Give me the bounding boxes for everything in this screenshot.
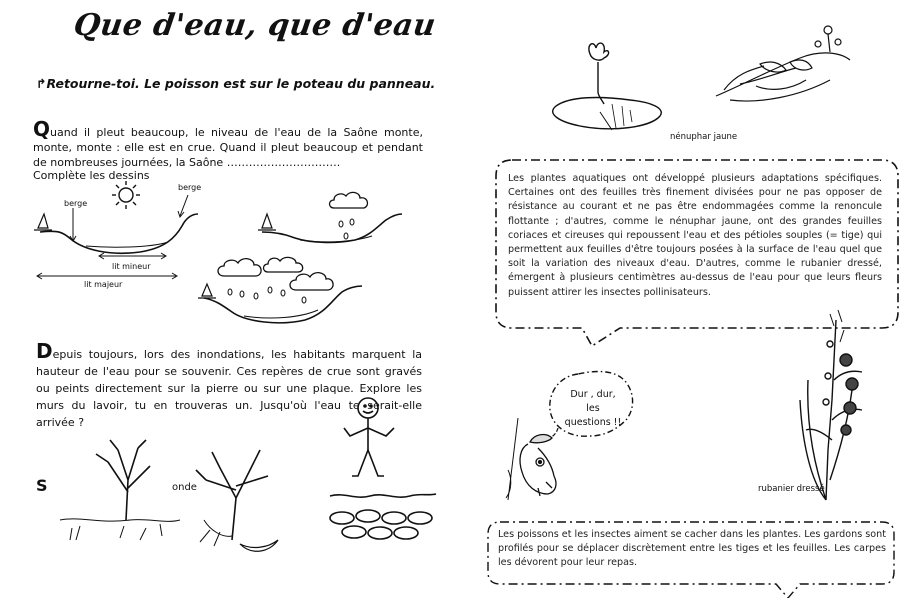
label-lit-mineur: lit mineur: [112, 262, 151, 271]
fish-bubble-line-1: Dur , dur,: [570, 389, 616, 400]
sun-icon: [112, 181, 140, 209]
dropcap-d: D: [36, 339, 53, 363]
fragment-text: onde: [172, 482, 197, 493]
fish-fishing-icon: [506, 418, 556, 500]
label-berge-left: berge: [64, 199, 88, 208]
bubble-plants-text: Les plantes aquatiques ont développé plusieurs adaptations spécifiques. Certaines ont des feuilles très finement divisées pour ne pas opposer de résistance au courant et ne pas être endommagées comme la renoncule flottante ; d'autres, comme le nénuphar jaune, ont des grandes feuilles coriaces et cireuses qui repoussent l'eau et des pétioles souples (= tige) qui permettent aux feuilles d'être toujours posées à la surface de l'eau quel que soit la variation des niveaux d'eau. D'autres, comme le rubanier dressé, émergent à plusieurs centimètres au-dessus de l'eau pour que leurs fleurs puissent attirer les insectes pollinisateurs.: [508, 173, 882, 298]
paragraph-reperes: [36, 339, 422, 431]
water-lily-icon: [553, 43, 662, 130]
boat-icon: [198, 284, 216, 298]
fragment-s: S: [36, 476, 48, 495]
complete-instruction: Complète les dessins: [33, 169, 150, 182]
river-bed-rain: [262, 214, 402, 242]
fish-bubble-line-2: les: [586, 403, 600, 414]
cloud-icon: [330, 192, 368, 208]
stones: [330, 510, 432, 539]
raindrops: [339, 219, 354, 239]
boat-icon: [258, 214, 276, 230]
label-lit-majeur: lit majeur: [84, 280, 123, 289]
bubble-fish-text: Les poissons et les insectes aiment se cacher dans les plantes. Les gardons sont profilés pour se déplacer discrètement entre les tiges et les feuilles. Les carpes les dévorent pour leur repas.: [498, 529, 886, 569]
fish-bubble-line-3: questions !!: [564, 417, 622, 428]
river-bed-normal: [40, 214, 198, 253]
label-berge-right: berge: [178, 183, 202, 192]
rubanier-plant-icon: [800, 310, 862, 500]
page-title: Que d'eau, que d'eau: [71, 8, 439, 43]
caption-rubanier: rubanier dressé: [758, 484, 825, 494]
instruction: ↱Retourne-toi. Le poisson est sur le poteau du panneau.: [36, 76, 436, 91]
boat-icon: [34, 214, 52, 230]
paragraph-crue-text: uand il pleut beaucoup, le niveau de l'eau de la Saône monte, monte, monte : elle est en crue. Quand il pleut beaucoup et pendant de nombreuses journées, la Saône ………………………….: [33, 126, 423, 169]
fish-bubble-text: [562, 388, 624, 430]
caption-nenuphar: nénuphar jaune: [670, 132, 738, 142]
bare-tree-icon: [60, 440, 180, 540]
water-lily-plant-icon: [716, 26, 850, 101]
dropcap-q: Q: [33, 117, 51, 141]
tree-hammock-icon: [196, 450, 278, 551]
paragraph-reperes-text: epuis toujours, lors des inondations, les habitants marquent la hauteur de l'eau pour se souvenir. Ces repères de crue sont gravés ou peints directement sur la pierre ou sur une plaque. Explore les murs du lavoir, tu en trouveras un. Jusqu'où l'eau te serait-elle arrivée ?: [36, 348, 422, 429]
clouds-group: [218, 257, 333, 290]
water-line: [330, 494, 436, 497]
